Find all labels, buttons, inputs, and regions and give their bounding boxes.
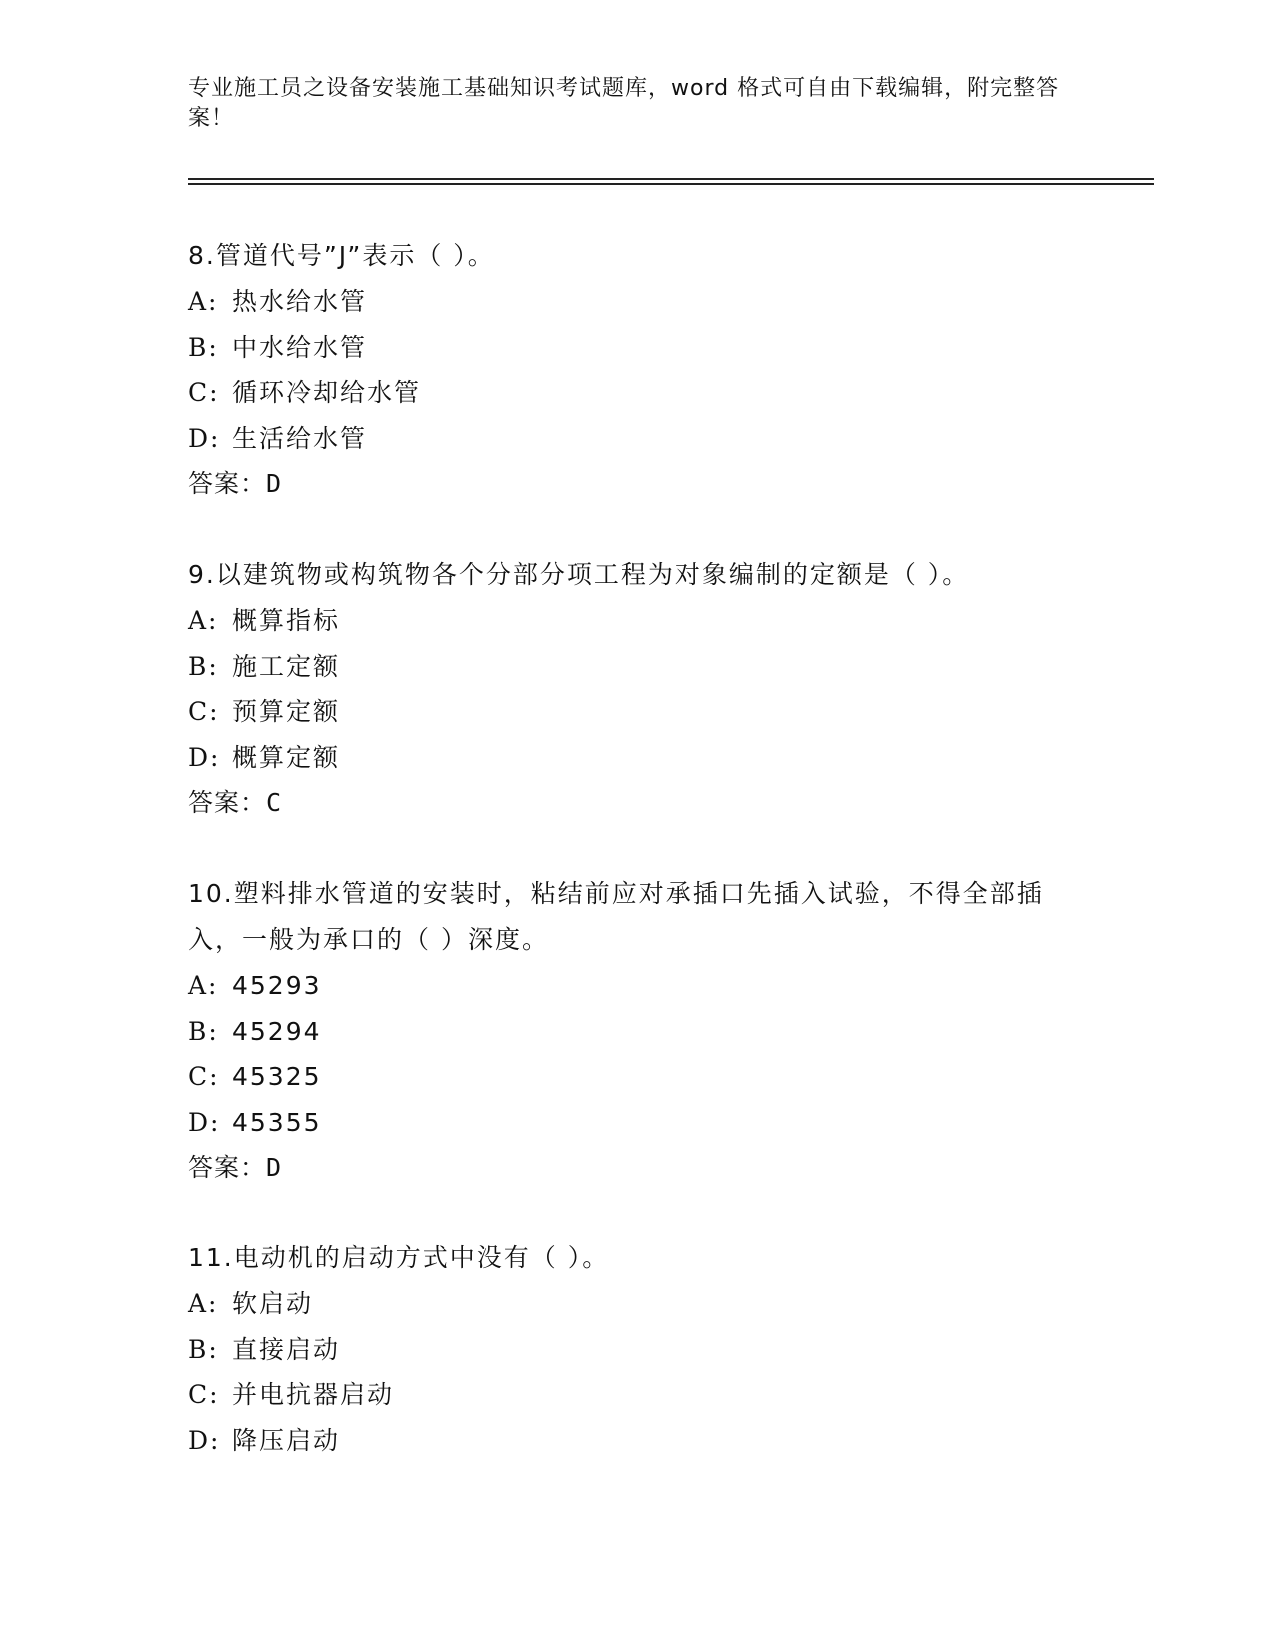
option-d	[188, 1418, 1088, 1464]
option-c	[188, 1372, 1088, 1418]
question-title: 11.电动机的启动方式中没有（ ）。	[188, 1243, 610, 1272]
option-key: D:	[188, 1425, 221, 1455]
question-9	[188, 552, 1088, 826]
answer-label: 答案：	[188, 788, 267, 817]
answer-line	[188, 1145, 1088, 1191]
question-title: 10.塑料排水管道的安装时，粘结前应对承插口先插入试验，不得全部插入，一般为承口的（ ）深度。	[188, 879, 1044, 954]
option-text: 降压启动	[232, 1425, 341, 1455]
question-title: 9.以建筑物或构筑物各个分部分项工程为对象编制的定额是（ ）。	[188, 560, 970, 589]
option-text: 热水给水管	[232, 287, 368, 316]
option-text: 生活给水管	[232, 423, 368, 453]
option-text: 45325	[232, 1062, 322, 1091]
option-a	[188, 1281, 1088, 1327]
option-a	[188, 963, 1088, 1009]
option-d	[188, 416, 1088, 462]
option-key: B:	[188, 1334, 219, 1364]
answer-label: 答案：	[188, 469, 267, 498]
option-text: 45293	[232, 971, 322, 1000]
option-key: D:	[188, 1107, 221, 1137]
option-key: B:	[188, 1016, 219, 1046]
option-key: A:	[188, 287, 219, 316]
option-a	[188, 598, 1088, 644]
option-d	[188, 735, 1088, 781]
option-text: 概算指标	[232, 606, 341, 635]
question-title: 8.管道代号”J”表示（ ）。	[188, 241, 495, 270]
option-c	[188, 370, 1088, 416]
option-key: A:	[188, 606, 219, 635]
header-divider-top	[188, 178, 1154, 180]
option-text: 预算定额	[232, 697, 341, 726]
option-text: 并电抗器启动	[232, 1380, 395, 1409]
option-text: 软启动	[232, 1289, 314, 1318]
option-a	[188, 279, 1088, 325]
option-d	[188, 1100, 1088, 1146]
question-10	[188, 871, 1088, 1191]
option-c	[188, 689, 1088, 735]
option-key: C:	[188, 697, 220, 726]
answer-value: D	[266, 1153, 283, 1182]
option-key: C:	[188, 1380, 220, 1409]
header-divider-bottom	[188, 183, 1154, 185]
option-text: 45355	[232, 1107, 322, 1137]
answer-line	[188, 780, 1088, 826]
document-header: 专业施工员之设备安装施工基础知识考试题库，word 格式可自由下载编辑，附完整答案！	[188, 76, 1060, 131]
option-key: A:	[188, 971, 219, 1000]
option-key: D:	[188, 423, 221, 453]
option-text: 45294	[232, 1016, 322, 1046]
option-text: 直接启动	[232, 1334, 341, 1364]
option-c	[188, 1054, 1088, 1100]
answer-label: 答案：	[188, 1153, 267, 1182]
option-text: 中水给水管	[232, 332, 368, 362]
option-key: A:	[188, 1289, 219, 1318]
option-key: B:	[188, 651, 219, 681]
option-key: D:	[188, 742, 221, 772]
option-key: B:	[188, 332, 219, 362]
option-b	[188, 1009, 1088, 1055]
answer-value: D	[266, 469, 283, 498]
option-key: C:	[188, 1062, 220, 1091]
option-text: 概算定额	[232, 742, 341, 772]
option-b	[188, 1327, 1088, 1373]
option-key: C:	[188, 378, 220, 407]
option-text: 施工定额	[232, 651, 341, 681]
option-text: 循环冷却给水管	[232, 378, 422, 407]
answer-value: C	[266, 788, 283, 817]
answer-line	[188, 461, 1088, 507]
question-11	[188, 1235, 1088, 1463]
question-8	[188, 233, 1088, 507]
option-b	[188, 325, 1088, 371]
option-b	[188, 644, 1088, 690]
